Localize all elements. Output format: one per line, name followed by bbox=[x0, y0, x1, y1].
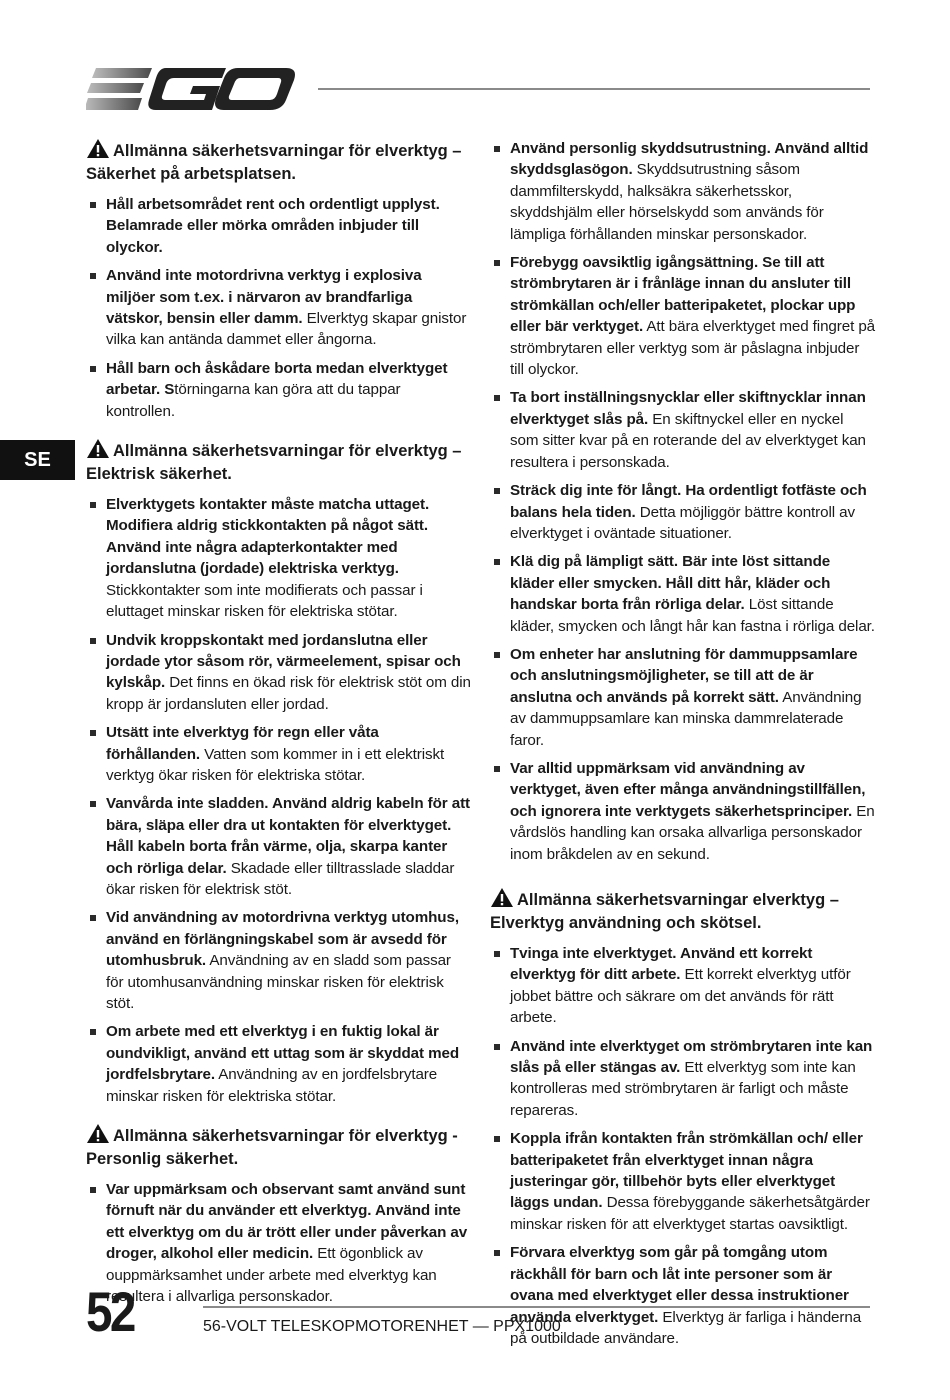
safety-section bbox=[86, 1123, 471, 1307]
warning-list bbox=[86, 494, 471, 1107]
warning-icon bbox=[86, 1123, 110, 1144]
section-title bbox=[86, 1123, 471, 1171]
item-bold-text: Förebygg oavsiktlig igångsättning. Se till att strömbrytaren är i frånläge innan du ansluter till strömkällan och/eller batteripaketet, plockar upp eller bär verktyget. bbox=[510, 254, 856, 336]
item-text: Skadade eller tilltrasslade sladdar ökar risken för elektrisk stöt. bbox=[106, 859, 455, 898]
section-title-text: Allmänna säkerhetsvarningar för elverktyg – Elektrisk säkerhet. bbox=[86, 442, 462, 484]
left-column bbox=[86, 138, 471, 1323]
item-text: Vatten som kommer in i ett elektriskt verktyg ökar risken för elektriska stötar. bbox=[106, 745, 445, 784]
list-item bbox=[86, 194, 471, 258]
section-title-text: Allmänna säkerhetsvarningar för elverktyg – Säkerhet på arbetsplatsen. bbox=[86, 142, 462, 183]
item-bold-text: Koppla ifrån kontakten från strömkällan och/ eller batteripaketet från elverktyget innan några justeringar gör, tillbehör byts eller elverktyget läggs undan. bbox=[510, 1130, 863, 1212]
list-item bbox=[86, 1021, 471, 1107]
item-bold-text: Var uppmärksam och observant samt använd sunt förnuft när du använder ett elverktyg. Använd inte ett elverktyg om du är trött eller under påverkan av droger, alkohol eller medicin. bbox=[106, 1181, 468, 1263]
item-text: Användning av en sladd som passar för utomhusanvändning minskar risken för elektrisk stöt. bbox=[106, 952, 451, 1012]
list-item bbox=[490, 138, 875, 245]
item-text: En vårdslös handling kan orsaka allvarliga personskador inom bråkdelen av en sekund. bbox=[510, 802, 875, 863]
list-item bbox=[86, 1179, 471, 1307]
list-item bbox=[86, 793, 471, 900]
list-item bbox=[86, 265, 471, 351]
list-item bbox=[490, 943, 875, 1029]
item-bold-text: Om arbete med ett elverktyg i en fuktig lokal är oundvikligt, använd ett uttag som är skyddat med jordfelsbrytare. bbox=[106, 1023, 460, 1084]
item-bold-text: Var alltid uppmärksam vid användning av verktyget, även efter många användningstillfällen, och ignorera inte verktygets säkerhetsprinciper. bbox=[510, 759, 866, 820]
item-bold-text: Undvik kroppskontakt med jordanslutna eller jordade ytor såsom rör, värmeelement, spisar och kylskåp. bbox=[106, 631, 461, 692]
section-title-text: Allmänna säkerhetsvarningar elverktyg – Elverktyg användning och skötsel. bbox=[490, 891, 839, 932]
item-text: Att bära elverktyget med fingret på strömbrytaren eller verktyg som är påslagna inbjuder till olyckor. bbox=[510, 318, 876, 379]
list-item bbox=[490, 480, 875, 544]
item-bold-text: Använd personlig skyddsutrustning. Använd alltid skyddsglasögon. bbox=[510, 140, 869, 179]
item-text: Stickkontakter som inte modifierats och passar i eluttaget minskar risken för elektriska stötar. bbox=[106, 581, 423, 621]
warning-icon bbox=[490, 887, 514, 908]
item-bold-text: Vanvårda inte sladden. Använd aldrig kabeln för att bära, släpa eller dra ut kontakten för elverktyget. Håll kabeln borta från värme, olja, skarpa kanter och rörliga delar. bbox=[106, 795, 470, 877]
item-text: törningarna kan göra att du tappar kontrollen. bbox=[106, 381, 401, 420]
section-title bbox=[86, 438, 471, 486]
item-text: Ett korrekt elverktyg utför jobbet bättre och säkrare om det används för rätt arbete. bbox=[510, 966, 851, 1027]
item-bold-text: Om enheter har anslutning för dammuppsamlare och anslutningsmöjligheter, se till att de är anslutna och används på korrekt sätt. bbox=[510, 645, 858, 706]
item-text: Elverktyg skapar gnistor vilka kan antända dammet eller ångorna. bbox=[106, 310, 467, 349]
warning-list bbox=[86, 194, 471, 422]
warning-icon bbox=[86, 138, 110, 159]
item-bold-text: Sträck dig inte för långt. Ha ordentligt fotfäste och balans hela tiden. bbox=[510, 482, 867, 521]
item-bold-text: Håll barn och åskådare borta medan elverktyget arbetar. S bbox=[106, 359, 448, 399]
list-item bbox=[86, 358, 471, 422]
list-item bbox=[86, 630, 471, 716]
item-text: En skiftnyckel eller en nyckel som sitter kvar på en roterande del av elverktyget kan resultera i personskada. bbox=[510, 410, 866, 471]
item-text: Det finns en ökad risk för elektrisk stöt om din kropp är jordansluten eller jordad. bbox=[106, 674, 471, 713]
item-bold-text: Utsätt inte elverktyg för regn eller våta förhållanden. bbox=[106, 724, 379, 763]
item-text: Löst sittande kläder, smycken och långt hår kan fastna i rörliga delar. bbox=[510, 596, 875, 635]
item-text: Ett elverktyg som inte kan kontrolleras med strömbrytaren är farligt och måste repareras. bbox=[510, 1059, 856, 1119]
footer-rule bbox=[203, 1306, 870, 1308]
section-title bbox=[490, 887, 875, 935]
safety-section bbox=[86, 438, 471, 1107]
item-bold-text: Klä dig på lämpligt sätt. Bär inte löst sittande kläder eller smycken. Håll ditt hår, kläder och handskar borta från rörliga delar. bbox=[510, 553, 831, 614]
list-item bbox=[490, 644, 875, 751]
list-item bbox=[490, 252, 875, 380]
warning-list bbox=[490, 943, 875, 1349]
section-title bbox=[86, 138, 471, 186]
item-text: Elverktyg är farliga i händerna på outbildade användare. bbox=[510, 1308, 862, 1347]
list-item bbox=[490, 758, 875, 865]
language-tab: SE bbox=[0, 440, 75, 480]
page-number: 52 bbox=[86, 1280, 134, 1343]
item-text: Användning av en jordfelsbrytare minskar risken för elektriska stötar. bbox=[106, 1066, 438, 1105]
warning-list bbox=[86, 1179, 471, 1307]
safety-section bbox=[490, 138, 875, 865]
footer-title: 56-VOLT TELESKOPMOTORENHET — PPX1000 bbox=[203, 1318, 561, 1335]
item-bold-text: Använd inte motordrivna verktyg i explosiva miljöer som t.ex. i närvaron av brandfarliga vätskor, bensin eller damm. bbox=[106, 267, 422, 328]
list-item bbox=[490, 551, 875, 637]
list-item bbox=[490, 387, 875, 473]
header-rule bbox=[318, 88, 870, 90]
item-bold-text: Ta bort inställningsnycklar eller skiftnycklar innan elverktyget slås på. bbox=[510, 389, 866, 428]
section-title-text: Allmänna säkerhetsvarningar för elverktyg - Personlig säkerhet. bbox=[86, 1127, 458, 1169]
item-bold-text: Vid användning av motordrivna verktyg utomhus, använd en förlängningskabel som är avsedd för utomhusbruk. bbox=[106, 909, 459, 970]
item-bold-text: Tvinga inte elverktyget. Använd ett korrekt elverktyg för ditt arbete. bbox=[510, 945, 813, 984]
list-item bbox=[86, 494, 471, 622]
item-bold-text: Elverktygets kontakter måste matcha uttaget. Modifiera aldrig stickkontakten på något sätt. Använd inte några adapterkontakter med jordanslutna (jordade) elektriska verktyg. bbox=[106, 496, 430, 578]
item-text: Användning av dammuppsamlare kan minska dammrelaterade faror. bbox=[510, 688, 862, 749]
item-text: Ett ögonblick av ouppmärksamhet under arbete med elverktyg kan resultera i allvarliga personskador. bbox=[106, 1245, 437, 1306]
item-bold-text: Håll arbetsområdet rent och ordentligt upplyst. Belamrade eller mörka områden inbjuder till olyckor. bbox=[106, 196, 440, 256]
list-item bbox=[490, 1128, 875, 1235]
list-item bbox=[86, 722, 471, 786]
safety-section bbox=[490, 887, 875, 1349]
item-text: Detta möjliggör bättre kontroll av elverktyget i oväntade situationer. bbox=[510, 503, 855, 542]
list-item bbox=[490, 1036, 875, 1122]
item-bold-text: Förvara elverktyg som går på tomgång utom räckhåll för barn och låt inte personer som är ovana med elverktyget eller dessa instruktioner använda elverktyget. bbox=[510, 1244, 849, 1326]
safety-section bbox=[86, 138, 471, 422]
right-column bbox=[490, 138, 875, 1365]
ego-logo bbox=[86, 64, 298, 114]
warning-list bbox=[490, 138, 875, 865]
warning-icon bbox=[86, 438, 110, 459]
item-bold-text: Använd inte elverktyget om strömbrytaren inte kan slås på eller stängas av. bbox=[510, 1037, 873, 1077]
list-item bbox=[86, 907, 471, 1014]
item-text: Skyddsutrustning såsom dammfilterskydd, halksäkra säkerhetsskor, skyddshjälm eller hörselskydd som används för lämpliga förhållanden minskar personskador. bbox=[510, 161, 824, 243]
item-text: Dessa förebyggande säkerhetsåtgärder minskar risken för att elverktyget startas oavsiktligt. bbox=[510, 1194, 870, 1233]
